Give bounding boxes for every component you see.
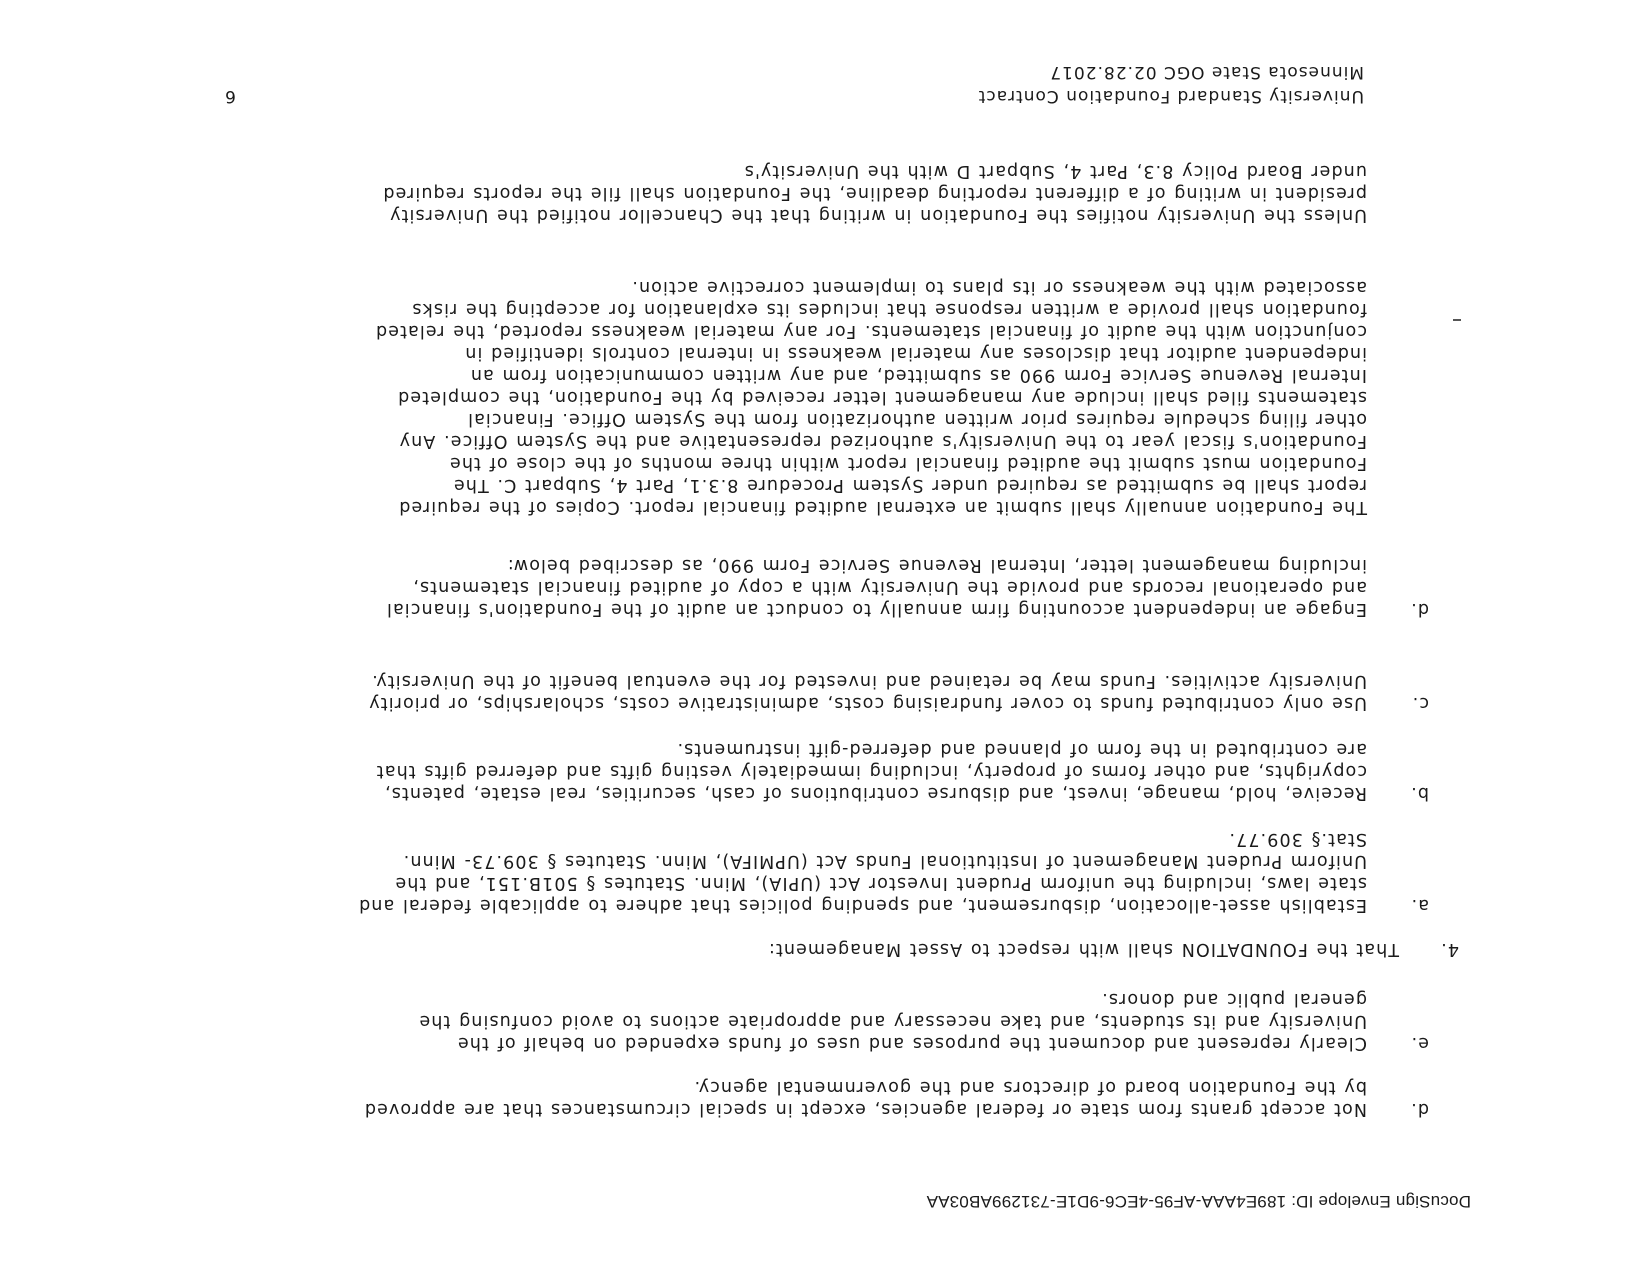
- section-heading: That the FOUNDATION shall with respect to Asset Management:: [767, 939, 1399, 959]
- item-letter: c.: [1411, 693, 1429, 713]
- item-letter: b.: [1410, 783, 1429, 803]
- footer-title-line-2: Minnesota State OGC 02.28.2017: [1049, 62, 1364, 82]
- item-text: Establish asset-allocation, disbursement, and spending policies that adhere to applicable federal and state laws, including the uniform Prudent Investor Act (UPIA), Minn. Statutes § 501B.151, and the Uniform Prudent Management of Institutional Funds Act (UPMIFA), Minn. Statutes § 309.73- Minn. Stat.§ 309.77.: [358, 829, 1367, 915]
- stray-mark: [1453, 319, 1461, 321]
- section-number: 4.: [1440, 939, 1459, 959]
- reporting-paragraph: Unless the University notifies the Foundation in writing that the Chancellor notified the University president in writing of a different reporting deadline, the Foundation shall file the reports required under Board Policy 8.3, Part 4, Subpart D with the University's: [382, 161, 1367, 225]
- item-text: Clearly represent and document the purposes and uses of funds expended on behalf of the University and its students, and take necessary and appropriate actions to avoid confusing the general public and donors.: [418, 989, 1367, 1053]
- item-text: Engage an independent accounting firm annually to conduct an audit of the Foundation's financial and operational records and provide the University with a copy of audited financial statements, including management letter, Internal Revenue Service Form 990, as described below:: [385, 555, 1367, 619]
- item-text: Not accept grants from state or federal agencies, except in special circumstances that are approved by the Foundation board of directors and the governmental agency.: [363, 1077, 1367, 1119]
- item-letter: e.: [1410, 1033, 1429, 1053]
- page-number: 6: [224, 86, 236, 106]
- footer-contract-title: [978, 60, 1364, 108]
- docusign-envelope-id: DocuSign Envelope ID: 189E4AAA-AF95-4EC6-9D1E-731299AB03AA: [926, 1192, 1471, 1211]
- item-letter: a.: [1410, 895, 1429, 915]
- footer-title-line-1: University Standard Foundation Contract: [977, 86, 1364, 106]
- item-letter: d.: [1410, 599, 1429, 619]
- page-footer: [224, 48, 1364, 108]
- item-text: Use only contributed funds to cover fundraising costs, administrative costs, scholarships, or priority University activities. Funds may be retained and invested for the eventual benefit of the University.: [368, 671, 1367, 713]
- audit-paragraph: The Foundation annually shall submit an external audited financial report. Copies of the required report shall be submitted as required under System Procedure 8.3.1, Part 4, Subpart C. The Foundation must submit the audited financial report within three months of the close of the Foundation's fiscal year to the University's authorized representative and the System Office. Any other filing schedule requires prior written authorization from the System Office. Financial statements filed shall include any management letter received by the Foundation, the completed Internal Revenue Service Form 990 as submitted, and any written communication from an independent auditor that discloses any material weakness in internal controls identified in conjunction with the audit of financial statements. For any material weakness reported, the related foundation shall provide a written response that includes its explanation for accepting the risks associated with the weakness or its plans to implement corrective action.: [374, 277, 1367, 517]
- contract-body: [199, 0, 1459, 1276]
- item-letter: d.: [1410, 1099, 1429, 1119]
- item-text: Receive, hold, manage, invest, and disburse contributions of cash, securities, real estate, patents, copyrights, and other forms of property, including immediately vesting gifts and deferred gifts that are contributed in the form of planned and deferred-gift instruments.: [375, 739, 1367, 803]
